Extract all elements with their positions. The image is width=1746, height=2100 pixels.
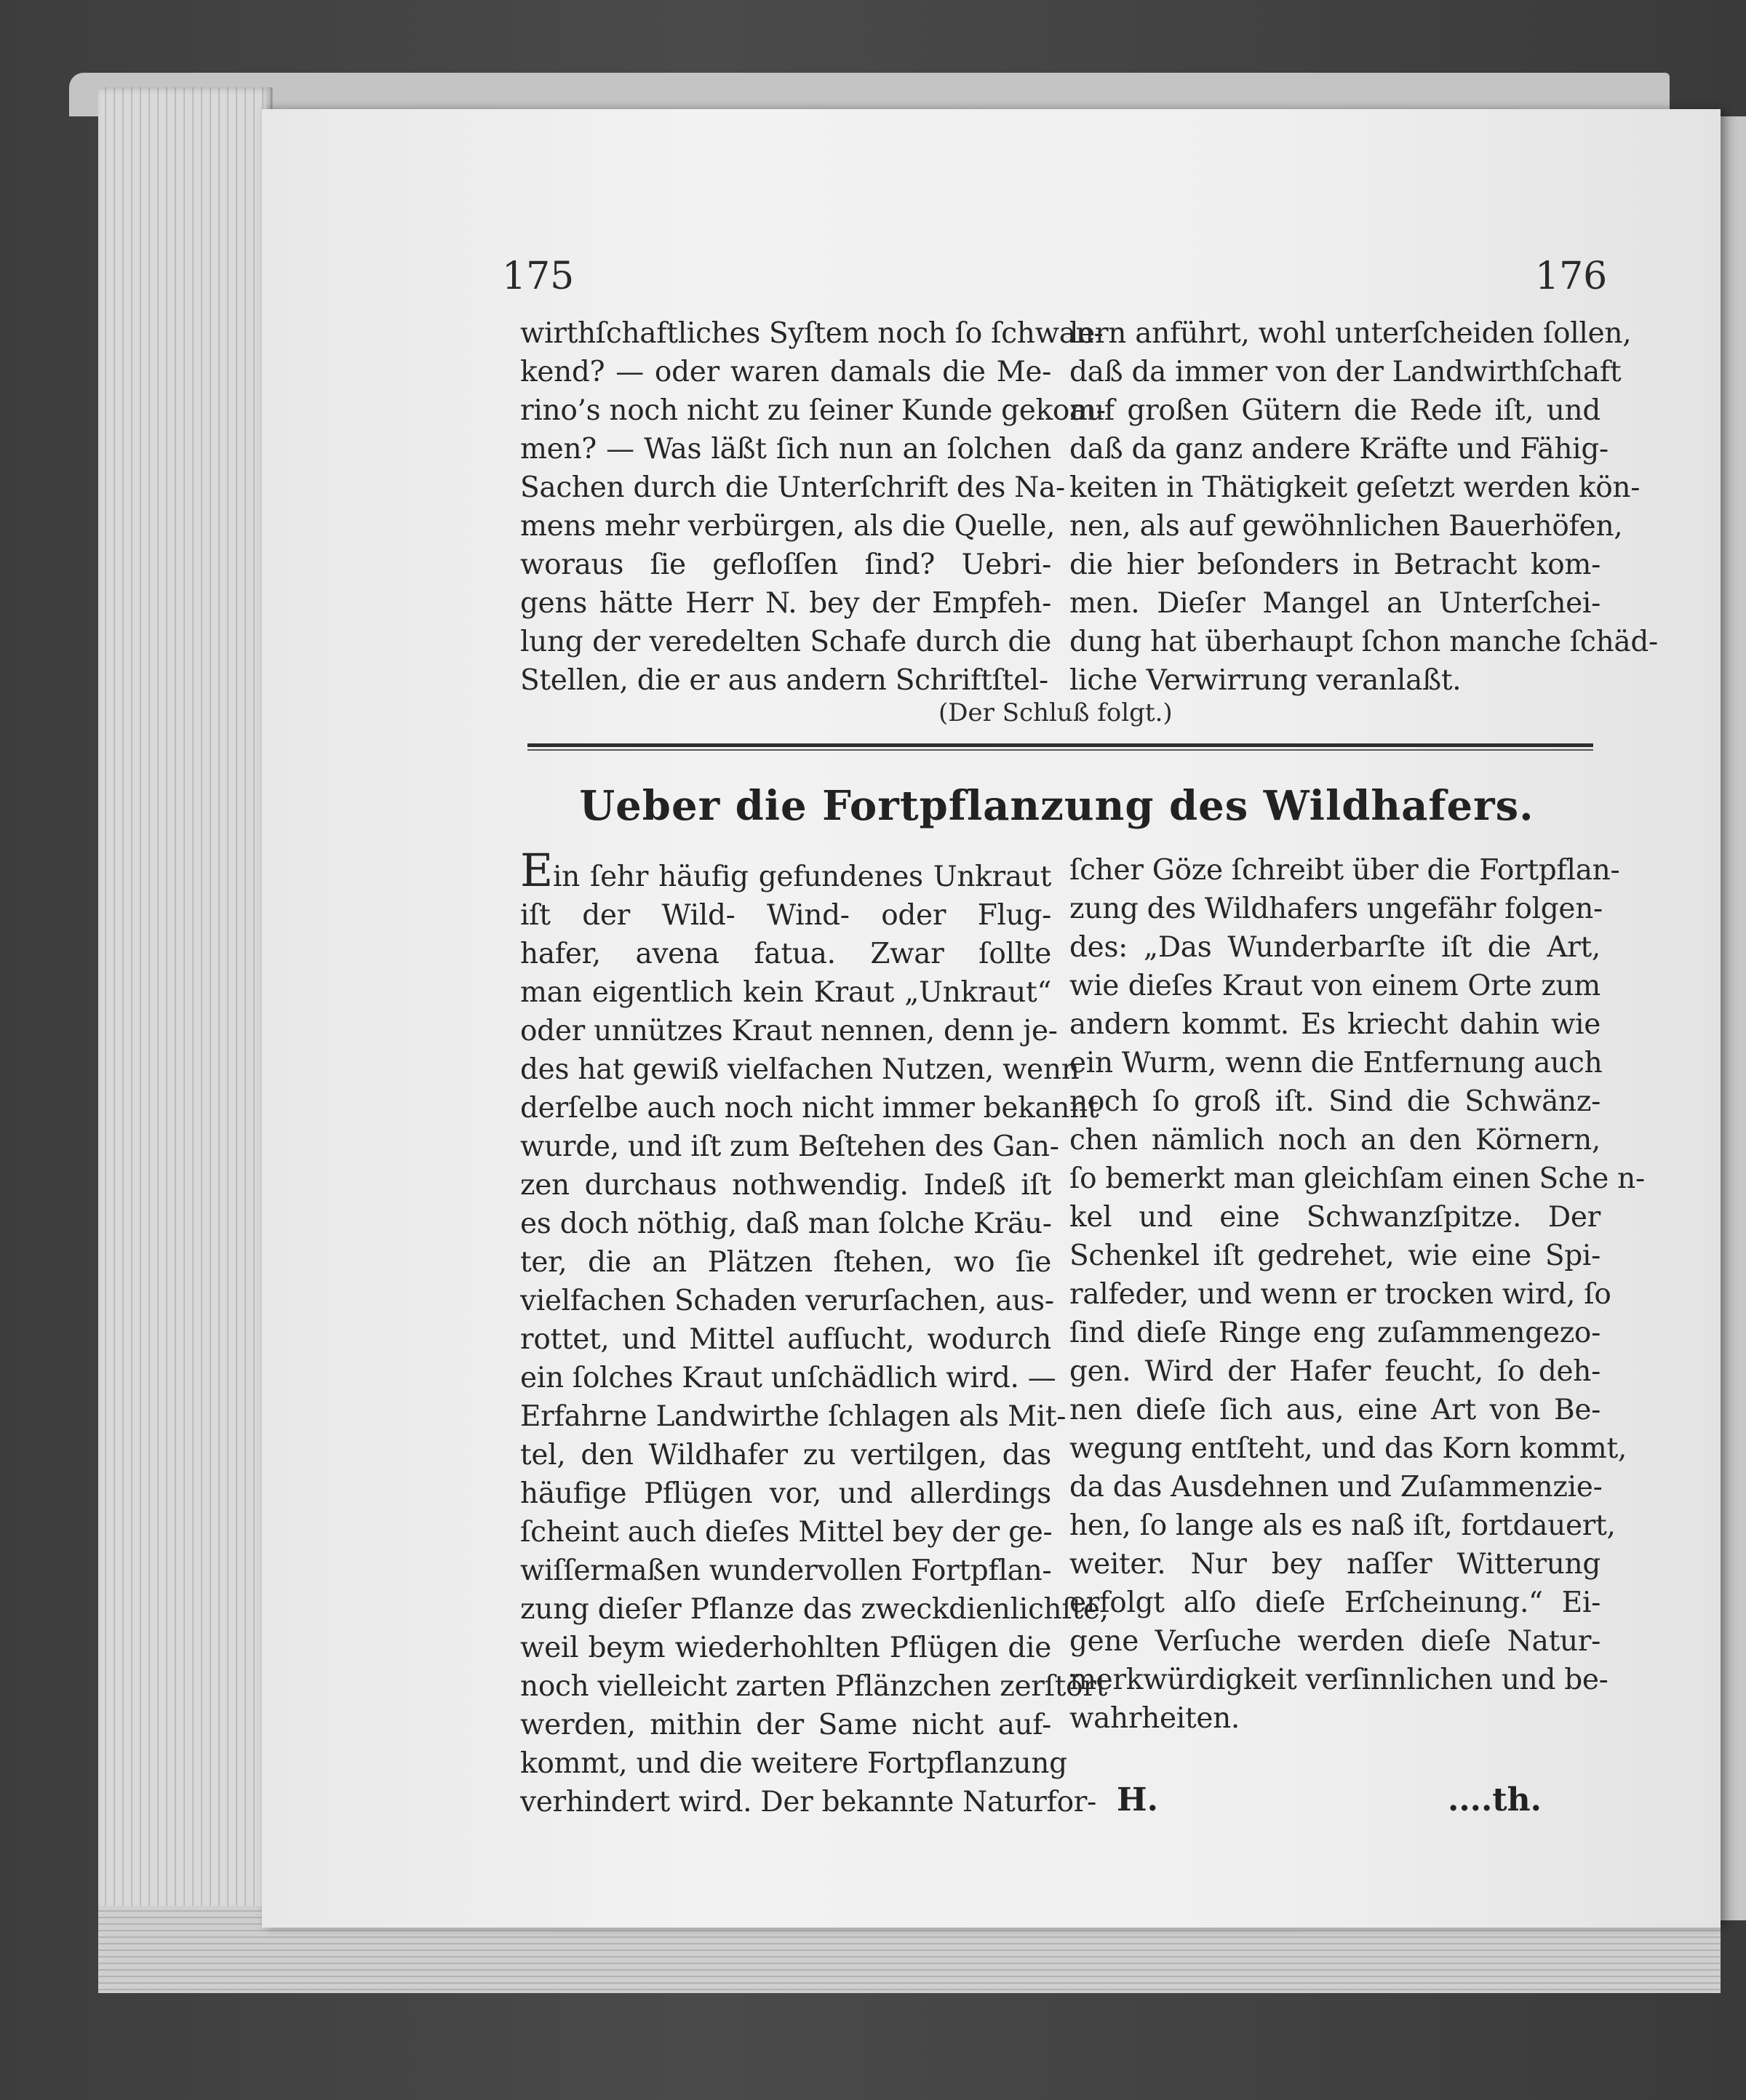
- section-divider: [527, 743, 1593, 747]
- text-line: mens mehr verbürgen, als die Quelle,: [520, 510, 1056, 543]
- text-line: wiſſermaßen wundervollen Fortpflan-: [520, 1554, 1052, 1587]
- initial-letter: E: [520, 844, 553, 897]
- text-line: derſelbe auch noch nicht immer bekannt: [520, 1092, 1099, 1125]
- text-line: andern kommt. Es kriecht dahin wie: [1069, 1008, 1600, 1041]
- text-line: kommt, und die weitere Fortpflanzung: [520, 1747, 1067, 1780]
- text-line: weil beym wiederhohlten Pflügen die: [520, 1632, 1051, 1664]
- text-line: erfolgt alſo dieſe Erſcheinung.“ Ei-: [1069, 1586, 1600, 1619]
- text-line: Schenkel iſt gedrehet, wie eine Spi-: [1069, 1239, 1600, 1272]
- text-line: chen nämlich noch an den Körnern,: [1069, 1124, 1600, 1157]
- article1-column-left: [520, 314, 1106, 700]
- text-line: gens hätte Herr N. bey der Empfeh-: [520, 587, 1051, 620]
- text-line: vielfachen Schaden verurſachen, aus-: [520, 1285, 1054, 1317]
- page-edges: [98, 87, 273, 1949]
- text-line: ſo bemerkt man gleichſam einen Sche n-: [1069, 1162, 1645, 1195]
- text-line: weiter. Nur bey naſſer Witterung: [1069, 1548, 1600, 1581]
- text-line: noch ſo groß iſt. Sind die Schwänz-: [1069, 1085, 1600, 1118]
- text-line: des: „Das Wunderbarſte iſt die Art,: [1069, 931, 1600, 964]
- signature-initial: H.: [1117, 1781, 1158, 1818]
- article1-column-right: [1069, 314, 1658, 700]
- text-line: iſt der Wild- Wind- oder Flug-: [520, 899, 1051, 932]
- text-line: hafer, avena fatua. Zwar ſollte: [520, 938, 1051, 970]
- text-line: die hier beſonders in Betracht kom-: [1069, 548, 1600, 581]
- text-line: rottet, und Mittel aufſucht, wodurch: [520, 1323, 1051, 1356]
- text-line: Stellen, die er aus andern Schriftſtel-: [520, 664, 1048, 697]
- text-line: verhindert wird. Der bekannte Naturfor-: [520, 1786, 1097, 1818]
- text-line: kend? — oder waren damals die Me-: [520, 356, 1051, 388]
- section-divider-thin: [527, 749, 1593, 751]
- text-line: wirthſchaftliches Syſtem noch ſo ſchwan-: [520, 317, 1104, 350]
- text-line: noch vielleicht zarten Pflänzchen zerſtört: [520, 1670, 1107, 1703]
- text-line: da das Ausdehnen und Zuſammenzie-: [1069, 1471, 1603, 1504]
- text-line: liche Verwirrung veranlaßt.: [1069, 664, 1462, 697]
- text-line: ſcher Göze ſchreibt über die Fortpflan-: [1069, 854, 1620, 887]
- page-number-left: 175: [502, 255, 575, 298]
- text-line: gen. Wird der Hafer feucht, ſo deh-: [1069, 1355, 1600, 1388]
- text-line: merkwürdigkeit verſinnlichen und be-: [1069, 1664, 1609, 1696]
- text-line: tel, den Wildhafer zu vertilgen, das: [520, 1439, 1051, 1472]
- text-line: zung des Wildhafers ungefähr folgen-: [1069, 893, 1603, 925]
- text-line: ſcheint auch dieſes Mittel bey der ge-: [520, 1516, 1053, 1549]
- text-line: man eigentlich kein Kraut „Unkraut“: [520, 976, 1051, 1009]
- text-line: lern anführt, wohl unterſcheiden ſollen,: [1069, 317, 1632, 350]
- text-line: kel und eine Schwanzſpitze. Der: [1069, 1201, 1600, 1234]
- text-line: dung hat überhaupt ſchon manche ſchäd-: [1069, 626, 1658, 658]
- text-line: ein ſolches Kraut unſchädlich wird. —: [520, 1362, 1056, 1394]
- text-line: Ein ſehr häufig gefundenes Unkraut: [520, 844, 1051, 897]
- text-line: keiten in Thätigkeit geſetzt werden kön-: [1069, 471, 1641, 504]
- text-line: des hat gewiß vielfachen Nutzen, wenn: [520, 1053, 1080, 1086]
- text-line: ſind dieſe Ringe eng zuſammengezo-: [1069, 1317, 1600, 1349]
- text-line: ein Wurm, wenn die Entfernung auch: [1069, 1047, 1603, 1079]
- text-line: ralfeder, und wenn er trocken wird, ſo: [1069, 1278, 1611, 1311]
- text-line: auf großen Gütern die Rede iſt, und: [1069, 394, 1600, 427]
- article-title: Ueber die Fortpflanzung des Wildhafers.: [579, 782, 1534, 830]
- text-line: daß da immer von der Landwirthſchaft: [1069, 356, 1622, 388]
- signature-suffix: ....th.: [1448, 1781, 1542, 1818]
- text-line: ter, die an Plätzen ſtehen, wo ſie: [520, 1246, 1051, 1279]
- text-line: oder unnützes Kraut nennen, denn je-: [520, 1015, 1058, 1047]
- text-line: daß da ganz andere Kräfte und Fähig-: [1069, 433, 1609, 466]
- text-line: wegung entſteht, und das Korn kommt,: [1069, 1432, 1627, 1465]
- continuation-note: (Der Schluß folgt.): [938, 698, 1173, 727]
- text-line: wie dieſes Kraut von einem Orte zum: [1069, 970, 1600, 1002]
- text-line: lung der veredelten Schafe durch die: [520, 626, 1051, 658]
- article2-column-left: [520, 844, 1109, 1821]
- text-line: wahrheiten.: [1069, 1702, 1240, 1735]
- text-line: rino’s noch nicht zu ſeiner Kunde gekom-: [520, 394, 1106, 427]
- text-line: häufige Pflügen vor, und allerdings: [520, 1477, 1051, 1510]
- article2-column-right: [1069, 851, 1645, 1738]
- text-line: werden, mithin der Same nicht auf-: [520, 1709, 1051, 1741]
- text-line: Sachen durch die Unterſchrift des Na-: [520, 471, 1065, 504]
- text-line: nen, als auf gewöhnlichen Bauerhöfen,: [1069, 510, 1623, 543]
- text-line: zung dieſer Pflanze das zweckdienlichſte,: [520, 1593, 1109, 1626]
- text-line: zen durchaus nothwendig. Indeß iſt: [520, 1169, 1051, 1202]
- text-line: Erfahrne Landwirthe ſchlagen als Mit-: [520, 1400, 1067, 1433]
- page-number-right: 176: [1535, 255, 1608, 298]
- text-line: men. Dieſer Mangel an Unterſchei-: [1069, 587, 1600, 620]
- text-line: woraus ſie gefloſſen ſind? Uebri-: [520, 548, 1051, 581]
- text-line: wurde, und iſt zum Beſtehen des Gan-: [520, 1130, 1059, 1163]
- text-line: hen, ſo lange als es naß iſt, fortdauert,: [1069, 1509, 1616, 1542]
- text-line: men? — Was läßt ſich nun an ſolchen: [520, 433, 1051, 466]
- text-line: es doch nöthig, daß man ſolche Kräu-: [520, 1207, 1052, 1240]
- text-line: nen dieſe ſich aus, eine Art von Be-: [1069, 1394, 1600, 1426]
- text-line: gene Verſuche werden dieſe Natur-: [1069, 1625, 1600, 1658]
